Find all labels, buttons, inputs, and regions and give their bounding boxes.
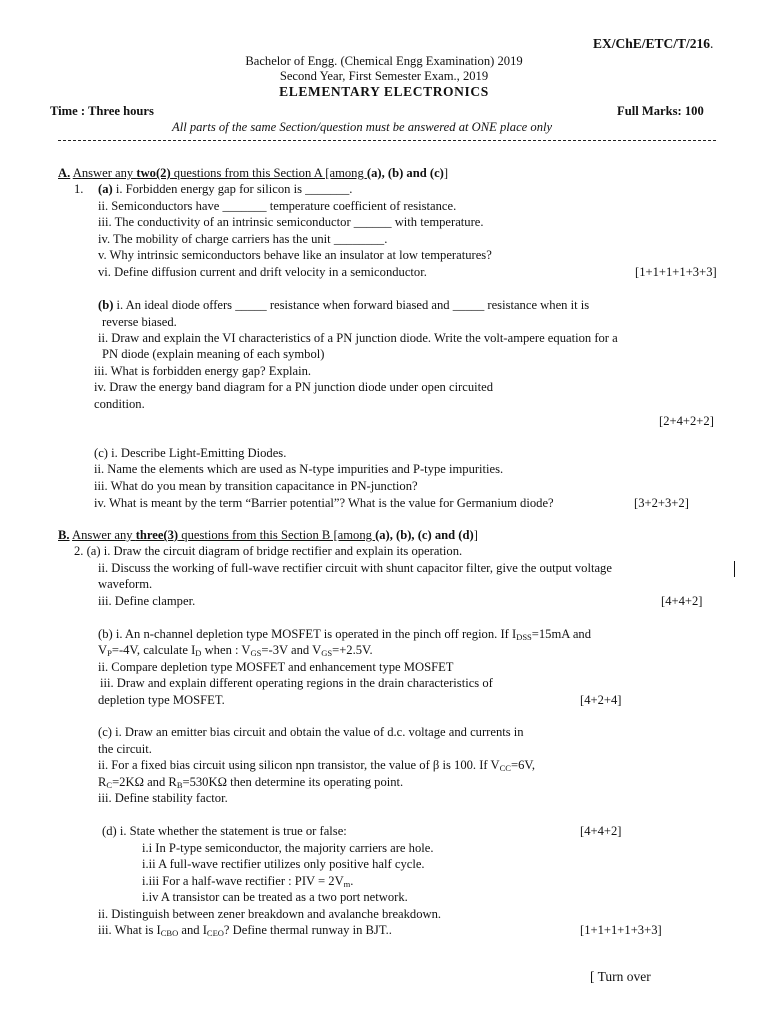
q1a-i: (a) i. Forbidden energy gap for silicon is _______. bbox=[98, 182, 353, 196]
q1b-iii: iii. What is forbidden energy gap? Explain. bbox=[94, 364, 312, 378]
q2c-i: (c) i. Draw an emitter bias circuit and obtain the value of d.c. voltage and currents in bbox=[98, 725, 524, 739]
q2d-i-2: i.ii A full-wave rectifier utilizes only positive half cycle. bbox=[142, 857, 425, 871]
q2d-i-3: i.iii For a half-wave rectifier : PIV = $2V_m$. bbox=[142, 874, 354, 889]
q2d-ii: ii. Distinguish between zener breakdown and avalanche breakdown. bbox=[98, 907, 442, 921]
q1c-i: (c) i. Describe Light-Emitting Diodes. bbox=[94, 446, 287, 460]
header-divider bbox=[58, 140, 716, 141]
q1a-vi: vi. Define diffusion current and drift velocity in a semiconductor. bbox=[98, 265, 427, 279]
q1b-iv-cont: condition. bbox=[94, 397, 145, 411]
q2d-iii: iii. What is $I_{CBO}$ and $I_{CEO}$? Define thermal runway in BJT.. bbox=[98, 923, 392, 938]
time-label: Time : Three hours bbox=[50, 104, 154, 118]
exam-line-2: Second Year, First Semester Exam., 2019 bbox=[279, 69, 489, 83]
q2c-i-cont: the circuit. bbox=[98, 742, 152, 756]
q2b-i-cont: $V_P=-4V$, calculate $I_D$ when : $V_{GS}=-3V$ and $V_{GS}=+2.5V$. bbox=[98, 643, 373, 658]
q2d-i: (d) i. State whether the statement is true or false: bbox=[102, 824, 347, 838]
q2d-i-4: i.iv A transistor can be treated as a two port network. bbox=[142, 890, 408, 904]
full-marks-label: Full Marks: 100 bbox=[617, 104, 704, 118]
q1b-ii: ii. Draw and explain the VI characteristics of a PN junction diode. Write the volt-ampere equation for a bbox=[98, 331, 618, 345]
q2a-marks: [4+4+2] bbox=[661, 594, 703, 608]
q2b-ii: ii. Compare depletion type MOSFET and enhancement type MOSFET bbox=[98, 660, 454, 674]
subject-title: ELEMENTARY ELECTRONICS bbox=[279, 84, 489, 99]
q1b-ii-cont: PN diode (explain meaning of each symbol) bbox=[102, 347, 325, 361]
section-b-heading: B. Answer any three(3) questions from this Section B [among (a), (b), (c) and (d)] bbox=[58, 528, 478, 542]
q2d-i-1: i.i In P-type semiconductor, the majority carriers are hole. bbox=[142, 841, 434, 855]
q2d-marks-2: [1+1+1+1+3+3] bbox=[580, 923, 662, 937]
q1a-marks: [1+1+1+1+3+3] bbox=[635, 265, 717, 279]
q2a-ii-cont: waveform. bbox=[98, 577, 153, 591]
q1b-i: (b) i. An ideal diode offers _____ resistance when forward biased and _____ resistance when it is bbox=[98, 298, 590, 312]
q2a-i: 2. (a) i. Draw the circuit diagram of bridge rectifier and explain its operation. bbox=[74, 544, 463, 558]
q1a-iii: iii. The conductivity of an intrinsic semiconductor ______ with temperature. bbox=[98, 215, 484, 229]
q2b-marks: [4+2+4] bbox=[580, 693, 622, 707]
text-cursor-mark bbox=[734, 561, 735, 577]
q1c-ii: ii. Name the elements which are used as N-type impurities and P-type impurities. bbox=[94, 462, 504, 476]
q2b-i: (b) i. An n-channel depletion type MOSFET is operated in the pinch off region. If $I_{DSS}=15mA$ and bbox=[98, 627, 592, 642]
instruction: All parts of the same Section/question must be answered at ONE place only bbox=[172, 120, 553, 134]
q2d-marks-1: [4+4+2] bbox=[580, 824, 622, 838]
q2c-ii: ii. For a fixed bias circuit using silicon npn transistor, the value of β is 100. If $V_{CC}=6V$, bbox=[98, 758, 535, 773]
q1b-i-cont: reverse biased. bbox=[102, 315, 177, 329]
q2c-iii: iii. Define stability factor. bbox=[98, 791, 228, 805]
q2a-iii: iii. Define clamper. bbox=[98, 594, 196, 608]
q1b-marks: [2+4+2+2] bbox=[659, 414, 714, 428]
paper-code: EX/ChE/ETC/T/216. bbox=[593, 36, 714, 51]
q2b-iii-cont: depletion type MOSFET. bbox=[98, 693, 225, 707]
section-a-heading: A. Answer any two(2) questions from this Section A [among (a), (b) and (c)] bbox=[58, 166, 449, 180]
q1b-iv: iv. Draw the energy band diagram for a PN junction diode under open circuited bbox=[94, 380, 494, 394]
exam-line-1: Bachelor of Engg. (Chemical Engg Examination) 2019 bbox=[245, 54, 523, 68]
q1c-iii: iii. What do you mean by transition capacitance in PN-junction? bbox=[94, 479, 418, 493]
q1c-marks: [3+2+3+2] bbox=[634, 496, 689, 510]
q1a-iv: iv. The mobility of charge carriers has the unit ________. bbox=[98, 232, 388, 246]
q2c-ii-cont: $R_C=2K\Omega$ and $R_B=530K\Omega$ then determine its operating point. bbox=[98, 775, 404, 790]
turn-over-note: [ Turn over bbox=[590, 969, 651, 984]
question-1-number: 1. bbox=[74, 182, 84, 196]
q1c-iv: iv. What is meant by the term “Barrier potential”? What is the value for Germanium diode? bbox=[94, 496, 554, 510]
q2a-ii: ii. Discuss the working of full-wave rectifier circuit with shunt capacitor filter, give the output voltage bbox=[98, 561, 612, 575]
q2b-iii: iii. Draw and explain different operating regions in the drain characteristics of bbox=[100, 676, 493, 690]
q1a-v: v. Why intrinsic semiconductors behave like an insulator at low temperatures? bbox=[98, 248, 492, 262]
q1a-ii: ii. Semiconductors have _______ temperature coefficient of resistance. bbox=[98, 199, 457, 213]
